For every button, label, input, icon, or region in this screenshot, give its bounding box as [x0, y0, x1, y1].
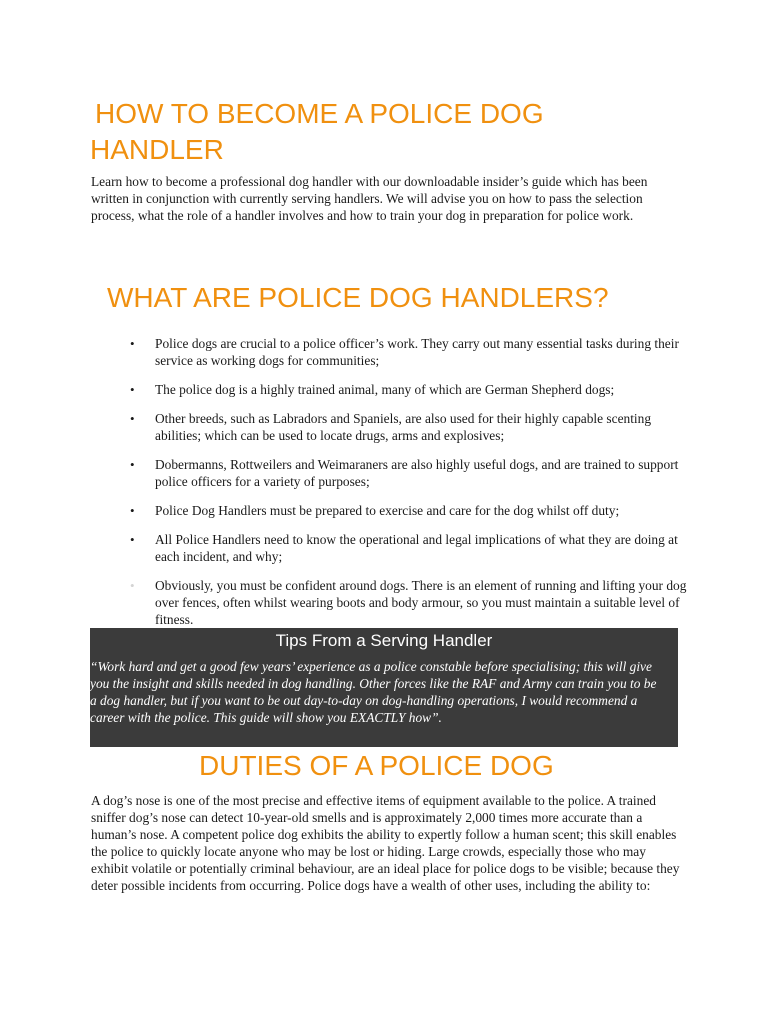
list-item-text: Dobermanns, Rottweilers and Weimaraners are also highly useful dogs, and are trained to support police officers for a variety of purposes; — [155, 457, 679, 489]
list-item — [120, 410, 690, 444]
bullet-marker: • — [130, 336, 135, 351]
section-heading-duties: DUTIES OF A POLICE DOG — [199, 750, 554, 781]
list-item — [120, 335, 690, 369]
list-item-text: The police dog is a highly trained animal, many of which are German Shepherd dogs; — [155, 382, 615, 397]
tips-title: Tips From a Serving Handler — [275, 631, 493, 650]
bullet-marker: • — [130, 578, 135, 593]
page-title — [90, 96, 650, 168]
bullet-marker: • — [130, 503, 135, 518]
list-item — [120, 381, 690, 398]
list-item-text: Other breeds, such as Labradors and Spaniels, are also used for their highly capable scenting abilities; which can be used to locate drugs, arms and explosives; — [155, 411, 652, 443]
tips-quote: “Work hard and get a good few years’ experience as a police constable before specialising; this will give you the insight and skills needed in dog handling. Other forces like the RAF and Army can train you to be a dog handler, but if you want to be out day-to-day on dog-handling operations, I would recommend a career with the police. This guide will show you EXACTLY how”. — [90, 659, 657, 725]
bullet-marker: • — [130, 532, 135, 547]
list-item-text: Police Dog Handlers must be prepared to exercise and care for the dog whilst off duty; — [155, 503, 620, 518]
section-heading-handlers: WHAT ARE POLICE DOG HANDLERS? — [107, 282, 609, 313]
list-item — [120, 577, 690, 627]
list-item-text: Police dogs are crucial to a police officer’s work. They carry out many essential tasks during their service as working dogs for communities; — [155, 336, 679, 368]
page-title-line-1: HOW TO BECOME A POLICE DOG — [95, 98, 544, 129]
list-item-text: Obviously, you must be confident around dogs. There is an element of running and lifting your dog over fences, often whilst wearing boots and body armour, so you must maintain a suitable level of fitness. — [155, 578, 687, 627]
list-item — [120, 456, 690, 490]
list-item-text: All Police Handlers need to know the operational and legal implications of what they are doing at each incident, and why; — [155, 532, 678, 564]
tips-callout-box — [90, 628, 678, 747]
bullet-marker: • — [130, 457, 135, 472]
intro-paragraph: Learn how to become a professional dog handler with our downloadable insider’s guide which has been written in conjunction with currently serving handlers. We will advise you on how to pass the selection process, what the role of a handler involves and how to train your dog in preparation for police work. — [91, 174, 648, 223]
bullet-list-region — [0, 335, 768, 627]
duties-paragraph: A dog’s nose is one of the most precise and effective items of equipment available to the police. A trained sniffer dog’s nose can detect 10-year-old smells and is approximately 2,000 times more accurate than a human’s nose. A competent police dog exhibits the ability to expertly follow a human scent; this skill enables the police to quickly locate anyone who may be lost or hiding. Large crowds, especially those who may exhibit volatile or potentially criminal behaviour, are an ideal place for police dogs to be visible; because they deter possible incidents from occurring. Police dogs have a wealth of other uses, including the ability to: — [91, 793, 680, 893]
bullet-list — [120, 335, 690, 627]
page-title-line-2: HANDLER — [90, 134, 224, 165]
bullet-marker: • — [130, 382, 135, 397]
list-item — [120, 502, 690, 519]
list-item — [120, 531, 690, 565]
bullet-marker: • — [130, 411, 135, 426]
